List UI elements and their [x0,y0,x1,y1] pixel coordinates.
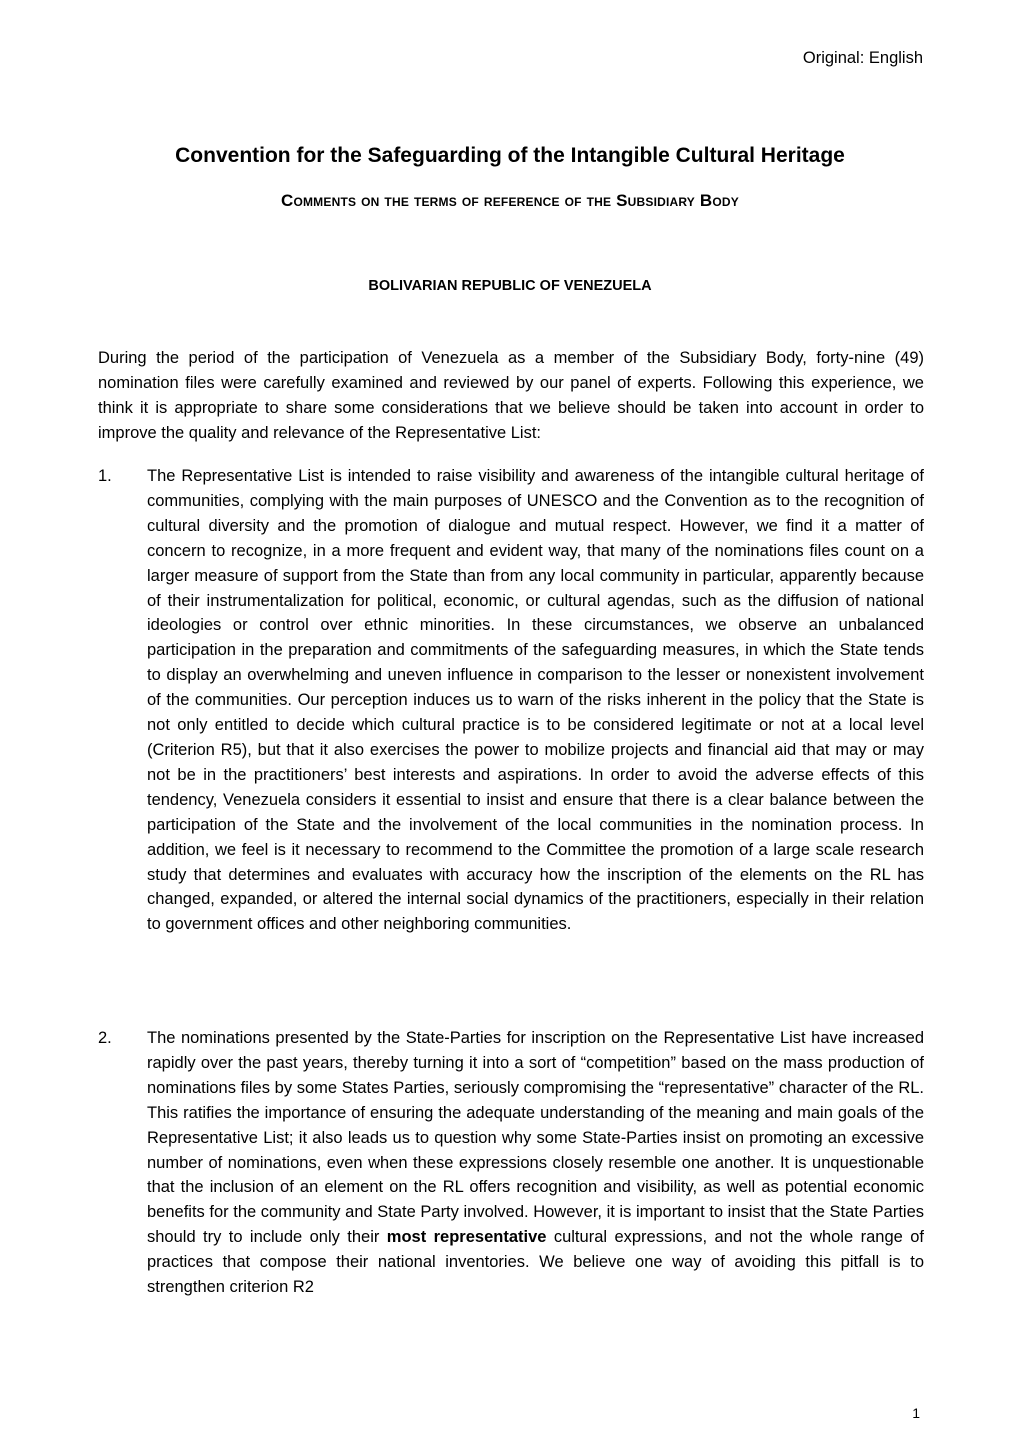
document-subtitle: Comments on the terms of reference of the Subsidiary Body [280,191,740,210]
list-item-number: 1. [98,467,112,485]
list-item [98,464,924,937]
page-number: 1 [912,1405,920,1421]
original-language-note: Original: English [802,49,923,67]
list-item-text: The Representative List is intended to raise visibility and awareness of the intangible cultural heritage of communities, complying with the main purposes of UNESCO and the Convention as to the recognition of cultural diversity and the promotion of dialogue and mutual respect. However, we find it a matter of concern to recognize, in a more frequent and evident way, that many of the nominations files count on a larger measure of support from the State than from any local community in particular, apparently because of their instrumentalization for political, economic, or cultural agendas, such as the diffusion of national ideologies or control over ethnic minorities. In these circumstances, we observe an unbalanced participation in the preparation and commitments of the safeguarding measures, in which the State tends to display an overwhelming and uneven influence in comparison to the lesser or nonexistent involvement of the communities. Our perception induces us to warn of the risks inherent in the policy that the State is not only entitled to decide which cultural practice is to be considered legitimate or not at a local level (Criterion R5), but that it also exercises the power to mobilize projects and financial aid that may or may not be in the practitioners’ best interests and aspirations. In order to avoid the adverse effects of this tendency, Venezuela considers it essential to insist and ensure that there is a clear balance between the participation of the State and the involvement of the local communities in the nomination process. In addition, we feel is it necessary to recommend to the Committee the promotion of a large scale research study that determines and evaluates with accuracy how the inscription of the elements on the RL has changed, expanded, or altered the internal social dynamics of the practitioners, especially in their relation to government offices and other neighboring communities. [147,467,924,934]
list-item-text: The nominations presented by the State-Parties for inscription on the Representative List have increased rapidly over the past years, thereby turning it into a sort of “competition” based on the mass production of nominations files by some States Parties, seriously compromising the “representative” character of the RL. This ratifies the importance of ensuring the adequate understanding of the meaning and main goals of the Representative List; it also leads us to question why some State-Parties insist on promoting an excessive number of nominations, even when these expressions closely resemble one another. It is unquestionable that the inclusion of an element on the RL offers recognition and visibility, as well as potential economic benefits for the community and State Party involved. However, it is important to insist that the State Parties should try to include only their [147,1029,924,1247]
country-heading: BOLIVARIAN REPUBLIC OF VENEZUELA [368,278,652,294]
list-item [98,1026,924,1300]
intro-paragraph: During the period of the participation of Venezuela as a member of the Subsidiary Body, forty-nine (49) nomination files were carefully examined and reviewed by our panel of experts. Following this experience, we think it is appropriate to share some considerations that we believe should be taken into account in order to improve the quality and relevance of the Representative List: [98,349,924,442]
list-item-text-continued: cultural expressions, and not the whole range of practices that compose their national inventories. We believe one way of avoiding this pitfall is to strengthen criterion R2 [147,1228,924,1297]
document-title: Convention for the Safeguarding of the Intangible Cultural Heritage [175,144,845,167]
list-item-number: 2. [98,1029,112,1047]
list-item-emphasis: most representative [386,1228,547,1247]
